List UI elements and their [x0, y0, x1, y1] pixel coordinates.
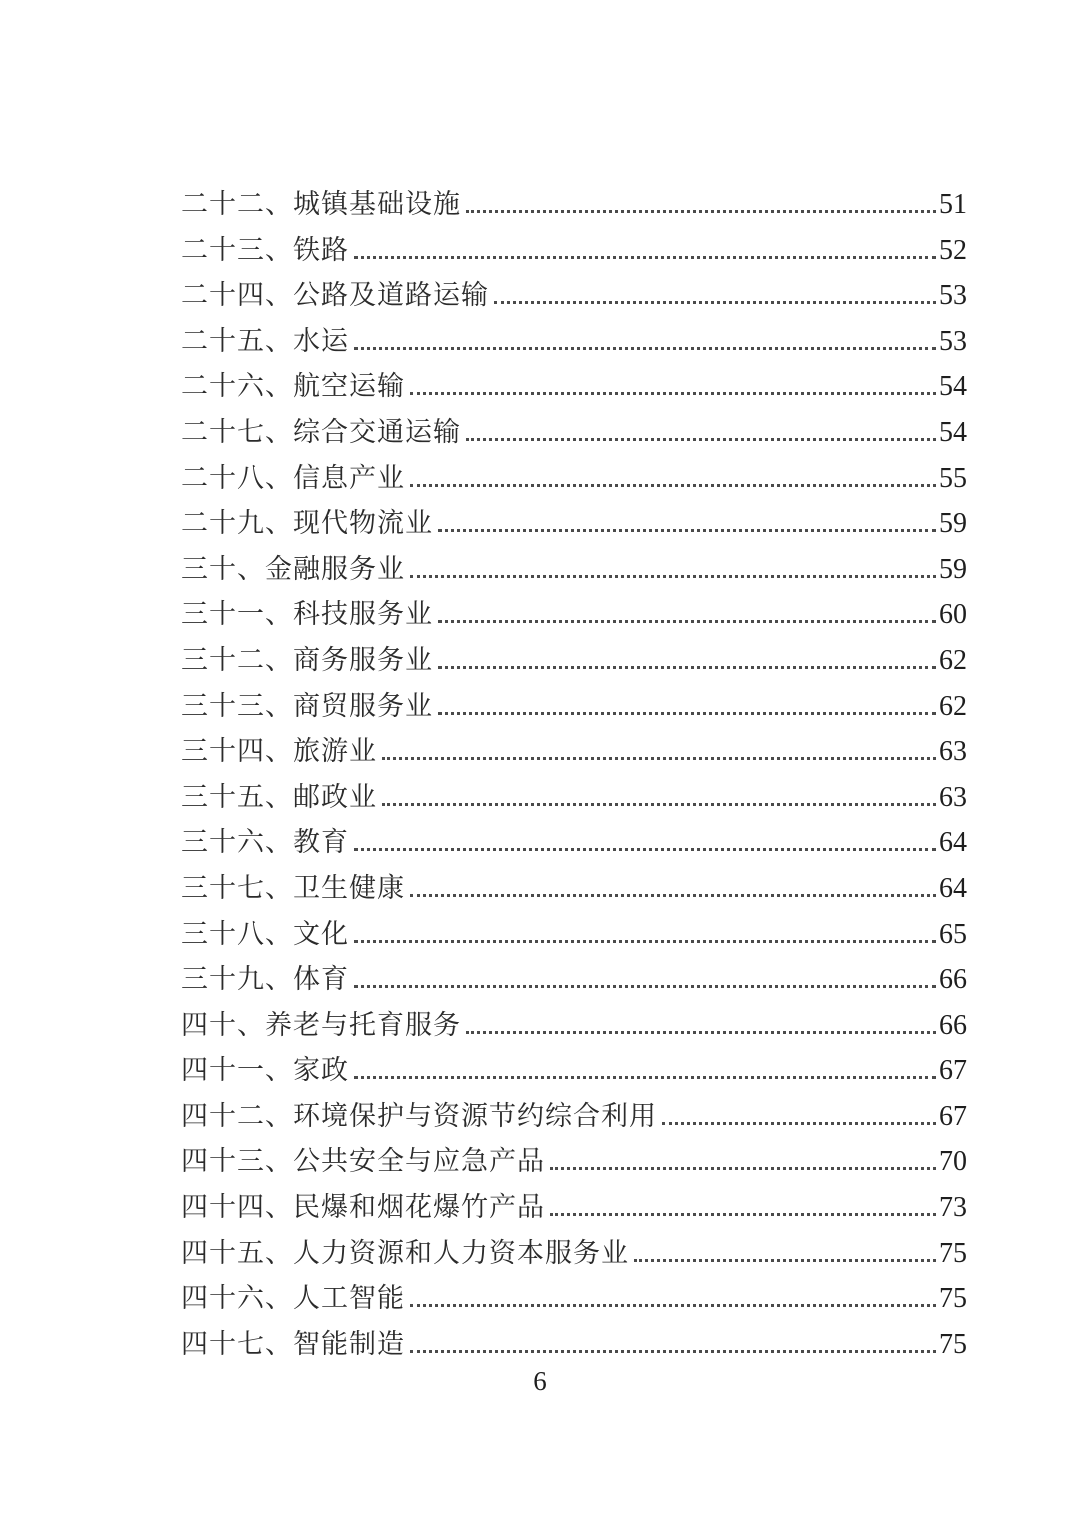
toc-entry-label: 四十三、公共安全与应急产品 — [181, 1146, 545, 1177]
toc-entry-label: 四十一、家政 — [181, 1055, 349, 1086]
toc-entry — [181, 957, 967, 1003]
toc-entry-label: 二十四、公路及道路运输 — [181, 280, 489, 311]
toc-dot-leader — [354, 347, 936, 350]
toc-entry-page: 64 — [939, 872, 967, 904]
toc-dot-leader — [438, 529, 936, 532]
toc-entry — [181, 1231, 967, 1277]
toc-entry-label: 四十二、环境保护与资源节约综合利用 — [181, 1100, 657, 1131]
toc-entry-label: 三十七、卫生健康 — [181, 872, 405, 903]
toc-dot-leader — [354, 256, 936, 259]
toc-entry-label: 二十五、水运 — [181, 325, 349, 356]
toc-entry-page: 70 — [939, 1146, 967, 1178]
toc-entry-page: 53 — [939, 280, 967, 312]
toc-entry-label: 四十六、人工智能 — [181, 1283, 405, 1314]
toc-entry — [181, 592, 967, 638]
toc-dot-leader — [410, 575, 936, 578]
toc-entry — [181, 410, 967, 456]
toc-entry-label: 四十五、人力资源和人力资本服务业 — [181, 1237, 629, 1268]
toc-dot-leader — [466, 438, 936, 441]
toc-entry-page: 66 — [939, 964, 967, 996]
toc-dot-leader — [494, 301, 936, 304]
toc-entry-page: 75 — [939, 1237, 967, 1269]
toc-entry — [181, 1094, 967, 1140]
toc-entry-page: 55 — [939, 462, 967, 494]
toc-entry-label: 二十八、信息产业 — [181, 462, 405, 493]
toc-entry — [181, 1276, 967, 1322]
toc-entry — [181, 1322, 967, 1368]
toc-entry — [181, 912, 967, 958]
toc-dot-leader — [382, 757, 936, 760]
toc-dot-leader — [662, 1122, 936, 1125]
toc-dot-leader — [410, 894, 936, 897]
toc-dot-leader — [438, 712, 936, 715]
toc-entry-page: 65 — [939, 918, 967, 950]
toc-dot-leader — [466, 210, 936, 213]
toc-entry-page: 60 — [939, 599, 967, 631]
toc-entry — [181, 182, 967, 228]
toc-entry-label: 三十三、商贸服务业 — [181, 690, 433, 721]
toc-entry-label: 四十七、智能制造 — [181, 1328, 405, 1359]
toc-entry-label: 三十八、文化 — [181, 918, 349, 949]
toc-entry — [181, 273, 967, 319]
toc-entry-page: 59 — [939, 553, 967, 585]
toc-entry — [181, 364, 967, 410]
toc-dot-leader — [382, 803, 936, 806]
toc-entry — [181, 1048, 967, 1094]
toc-entry — [181, 456, 967, 502]
toc-entry — [181, 1185, 967, 1231]
toc-entry — [181, 1003, 967, 1049]
toc-entry-label: 四十四、民爆和烟花爆竹产品 — [181, 1192, 545, 1223]
toc-entry-label: 二十二、城镇基础设施 — [181, 189, 461, 219]
toc-dot-leader — [410, 1350, 936, 1353]
toc-list — [181, 182, 967, 1367]
toc-dot-leader — [354, 1076, 936, 1079]
toc-entry-page: 54 — [939, 371, 967, 403]
toc-entry — [181, 319, 967, 365]
toc-dot-leader — [354, 848, 936, 851]
toc-entry-label: 三十、金融服务业 — [181, 553, 405, 584]
toc-entry-page: 66 — [939, 1009, 967, 1041]
toc-entry-page: 67 — [939, 1055, 967, 1087]
toc-entry — [181, 638, 967, 684]
toc-dot-leader — [550, 1167, 936, 1170]
toc-dot-leader — [354, 940, 936, 943]
toc-dot-leader — [410, 1304, 936, 1307]
toc-entry-label: 三十一、科技服务业 — [181, 599, 433, 630]
toc-entry — [181, 775, 967, 821]
toc-entry — [181, 547, 967, 593]
toc-dot-leader — [354, 985, 936, 988]
toc-dot-leader — [410, 484, 936, 487]
toc-entry — [181, 1139, 967, 1185]
toc-entry-page: 75 — [939, 1328, 967, 1360]
toc-dot-leader — [410, 392, 936, 395]
footer-page-number: 6 — [533, 1366, 547, 1396]
toc-entry-label: 三十二、商务服务业 — [181, 644, 433, 675]
toc-entry-label: 三十九、体育 — [181, 964, 349, 995]
toc-entry — [181, 729, 967, 775]
toc-dot-leader — [438, 666, 936, 669]
toc-entry-page: 63 — [939, 781, 967, 813]
toc-entry-label: 三十六、教育 — [181, 827, 349, 858]
toc-entry — [181, 820, 967, 866]
toc-entry-page: 62 — [939, 690, 967, 722]
toc-entry-page: 53 — [939, 325, 967, 357]
toc-entry — [181, 228, 967, 274]
toc-entry-page: 75 — [939, 1283, 967, 1315]
toc-entry-page: 64 — [939, 827, 967, 859]
toc-entry-page: 67 — [939, 1100, 967, 1132]
toc-dot-leader — [466, 1031, 936, 1034]
toc-entry-label: 二十九、现代物流业 — [181, 508, 433, 539]
toc-entry-label: 二十三、铁路 — [181, 234, 349, 265]
toc-dot-leader — [634, 1259, 936, 1262]
toc-entry-page: 54 — [939, 416, 967, 448]
toc-entry-page: 59 — [939, 508, 967, 540]
toc-entry-page: 62 — [939, 644, 967, 676]
toc-entry-page: 63 — [939, 736, 967, 768]
toc-entry-label: 二十六、航空运输 — [181, 371, 405, 402]
toc-entry-page: 73 — [939, 1192, 967, 1224]
toc-entry-label: 四十、养老与托育服务 — [181, 1009, 461, 1040]
toc-entry-page: 52 — [939, 234, 967, 266]
toc-entry-label: 二十七、综合交通运输 — [181, 416, 461, 447]
toc-entry-label: 三十五、邮政业 — [181, 781, 377, 812]
toc-entry — [181, 866, 967, 912]
toc-dot-leader — [550, 1213, 936, 1216]
toc-entry-label: 三十四、旅游业 — [181, 736, 377, 767]
toc-dot-leader — [438, 620, 936, 623]
toc-entry — [181, 684, 967, 730]
toc-entry-page: 51 — [939, 189, 967, 220]
toc-entry — [181, 501, 967, 547]
